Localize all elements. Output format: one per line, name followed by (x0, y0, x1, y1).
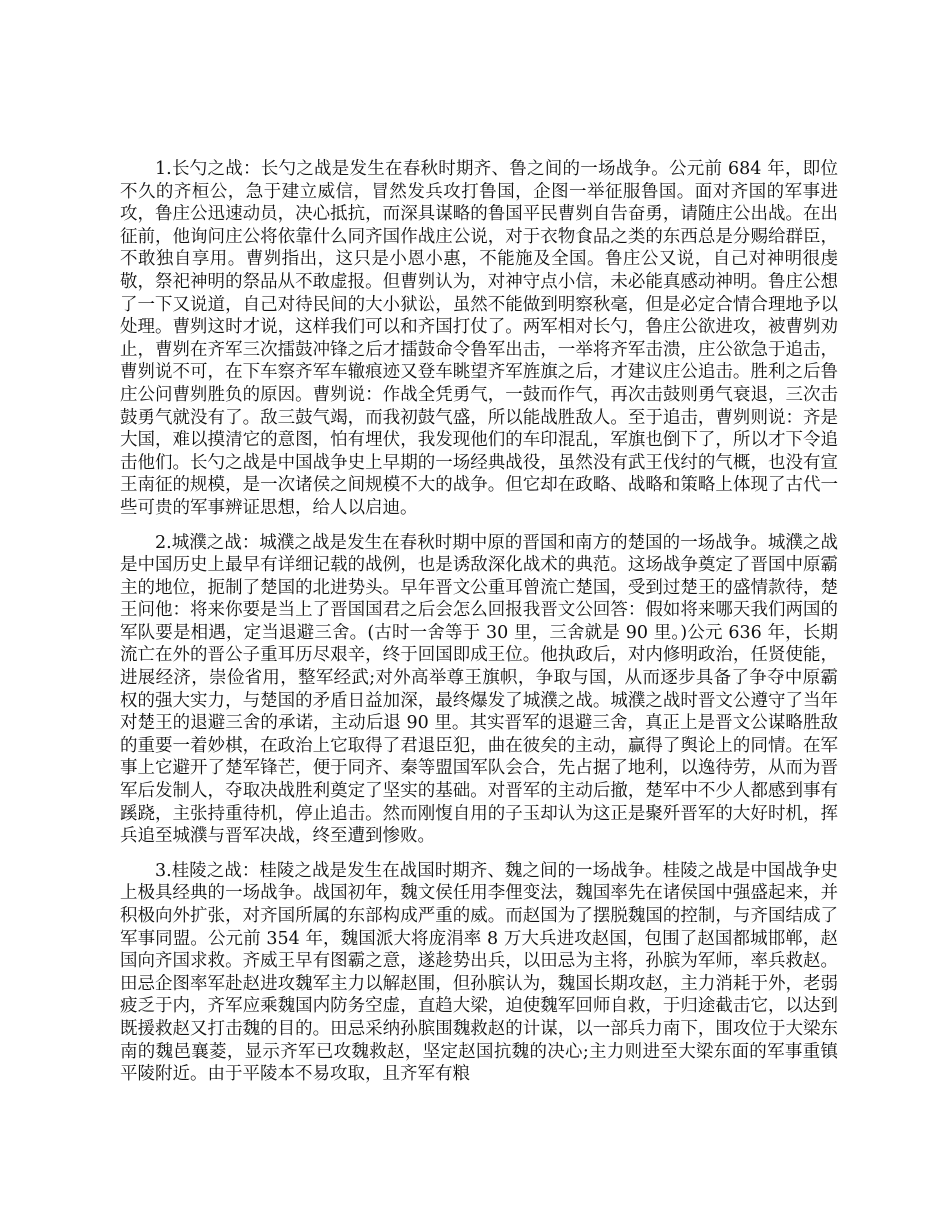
document-body (120, 158, 838, 1098)
paragraph-guiling-battle: 3.桂陵之战：桂陵之战是发生在战国时期齐、魏之间的一场战争。桂陵之战是中国战争史上极具经典的一场战争。战国初年，魏文侯任用李俚变法，魏国率先在诸侯国中强盛起来，并积极向外扩张，对齐国所属的东部构成严重的威。而赵国为了摆脱魏国的控制，与齐国结成了军事同盟。公元前 354 年，魏国派大将庞涓率 8 万大兵进攻赵国，包围了赵国都城邯郸，赵国向齐国求救。齐威王早有图霸之意，遂趁势出兵，以田忌为主将，孙膑为军师，率兵救赵。田忌企图率军赴赵进攻魏军主力以解赵围，但孙膑认为，魏国长期攻赵，主力消耗于外，老弱疲乏于内，齐军应乘魏国内防务空虚，直趋大梁，迫使魏军回师自救，于归途截击它，以达到既援救赵又打击魏的目的。田忌采纳孙膑围魏救赵的计谋，以一部兵力南下，围攻位于大梁东南的魏邑襄菱，显示齐军已攻魏救赵，坚定赵国抗魏的决心;主力则进至大梁东面的军事重镇平陵附近。由于平陵本不易攻取，且齐军有粮 (120, 860, 838, 1085)
paragraph-changshao-battle: 1.长勺之战：长勺之战是发生在春秋时期齐、鲁之间的一场战争。公元前 684 年，即位不久的齐桓公，急于建立威信，冒然发兵攻打鲁国，企图一举征服鲁国。面对齐国的军事进攻，鲁庄公迅速动员，决心抵抗，而深具谋略的鲁国平民曹刿自告奋勇，请随庄公出战。在出征前，他询问庄公将依靠什么同齐国作战庄公说，对于衣物食品之类的东西总是分赐给群臣，不敢独自享用。曹刿指出，这只是小恩小惠，不能施及全国。鲁庄公又说，自己对神明很虔敬，祭祀神明的祭品从不敢虚报。但曹刿认为，对神守点小信，未必能真感动神明。鲁庄公想了一下又说道，自己对待民间的大小狱讼，虽然不能做到明察秋毫，但是必定合情合理地予以处理。曹刿这时才说，这样我们可以和齐国打仗了。两军相对长勺，鲁庄公欲进攻，被曹刿劝止，曹刿在齐军三次擂鼓冲锋之后才擂鼓命令鲁军出击，一举将齐军击溃，庄公欲急于追击，曹刿说不可，在下车察齐军车辙痕迹又登车眺望齐军旌旗之后，才建议庄公追击。胜利之后鲁庄公问曹刿胜负的原因。曹刿说：作战全凭勇气，一鼓而作气，再次击鼓则勇气衰退，三次击鼓勇气就没有了。敌三鼓气竭，而我初鼓气盛，所以能战胜敌人。至于追击，曹刿则说：齐是大国，难以摸清它的意图，怕有埋伏，我发现他们的车印混乱，军旗也倒下了，所以才下令追击他们。长勺之战是中国战争史上早期的一场经典战役，虽然没有武王伐纣的气概，也没有宣王南征的规模，是一次诸侯之间规模不大的战争。但它却在政略、战略和策略上体现了古代一些可贵的军事辨证思想，给人以启迪。 (120, 159, 838, 518)
paragraph-chengpu-battle: 2.城濮之战：城濮之战是发生在春秋时期中原的晋国和南方的楚国的一场战争。城濮之战是中国历史上最早有详细记载的战例，也是诱敌深化战术的典范。这场战争奠定了晋国中原霸主的地位，扼制了楚国的北进势头。早年晋文公重耳曾流亡楚国，受到过楚王的盛情款待，楚王问他：将来你要是当上了晋国国君之后会怎么回报我晋文公回答：假如将来哪天我们两国的军队要是相遇，定当退避三舍。(古时一舍等于 30 里，三舍就是 90 里。)公元 636 年，长期流亡在外的晋公子重耳历尽艰辛，终于回国即成王位。他执政后，对内修明政治，任贤使能，进展经济，崇俭省用，整军经武;对外高举尊王旗帜，争取与国，从而逐步具备了争夺中原霸权的强大实力，与楚国的矛盾日益加深，最终爆发了城濮之战。城濮之战时晋文公遵守了当年对楚王的退避三舍的承诺，主动后退 90 里。其实晋军的退避三舍，真正上是晋文公谋略胜敌的重要一着妙棋，在政治上它取得了君退臣犯，曲在彼矣的主动，赢得了舆论上的同情。在军事上它避开了楚军锋芒，便于同齐、秦等盟国军队会合，先占据了地利，以逸待劳，从而为晋军后发制人，夺取决战胜利奠定了坚实的基础。对晋军的主动后撤，楚军中不少人都感到事有蹊跷，主张持重待机，停止追击。然而刚愎自用的子玉却认为这正是聚歼晋军的大好时机，挥兵追至城濮与晋军决战，终至遭到惨败。 (120, 532, 838, 847)
